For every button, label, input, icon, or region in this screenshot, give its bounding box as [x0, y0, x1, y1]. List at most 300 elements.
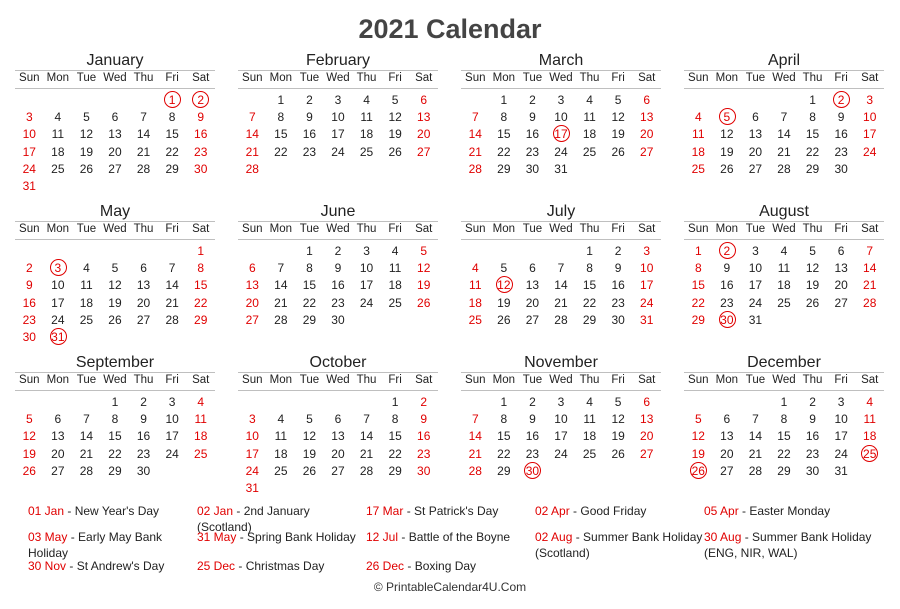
day-cell: 13 — [720, 429, 734, 444]
day-cell: 6 — [723, 412, 731, 427]
weekday-label: Sun — [19, 223, 40, 235]
weekday-label: Fri — [834, 374, 848, 386]
month-june — [238, 203, 438, 353]
month-november — [461, 354, 661, 504]
weekday-label: Sat — [638, 374, 656, 386]
day-cell: 28 — [274, 312, 288, 327]
day-cell: 4 — [363, 93, 370, 107]
day-cell: 13 — [417, 110, 431, 125]
holiday-date: 26 Dec — [366, 559, 405, 573]
day-cell: 25 — [274, 463, 288, 478]
day-cell: 5 — [391, 93, 399, 107]
day-cell: 1 — [500, 93, 508, 107]
day-cell: 24 — [863, 144, 877, 159]
holiday-entry — [197, 529, 365, 545]
weekday-label: Wed — [103, 72, 127, 84]
day-cell: 10 — [165, 412, 179, 427]
weekday-label: Mon — [269, 374, 293, 386]
day-cell: 30 — [136, 463, 151, 478]
day-cell: 28 — [468, 463, 482, 478]
day-cell: 12 — [720, 127, 734, 142]
day-cell: 1 — [277, 93, 285, 107]
day-cell: 29 — [805, 161, 820, 176]
weekday-label: Sun — [19, 374, 40, 386]
day-cell: 15 — [165, 127, 179, 142]
weekday-label: Thu — [802, 72, 823, 84]
day-cell: 24 — [331, 144, 345, 159]
day-cell: 18 — [468, 295, 482, 310]
holiday-day-cell: 17 — [547, 126, 576, 143]
weekday-label: Thu — [133, 374, 154, 386]
day-cell: 15 — [805, 127, 820, 142]
day-cell: 13 — [136, 278, 151, 293]
holiday-day-cell: 26 — [684, 463, 713, 480]
holiday-date: 02 Aug — [535, 530, 573, 544]
weekday-label: Wed — [103, 223, 127, 235]
day-cell: 5 — [500, 261, 508, 276]
day-cell: 16 — [834, 127, 848, 142]
day-cell: 9 — [614, 261, 622, 276]
month-name: June — [320, 203, 356, 220]
day-cell: 2 — [614, 244, 622, 258]
day-cell: 22 — [691, 295, 705, 310]
day-cell: 14 — [79, 429, 94, 444]
weekday-label: Wed — [103, 374, 127, 386]
day-cell: 7 — [277, 261, 285, 276]
day-cell: 25 — [468, 312, 482, 327]
day-cell: 1 — [111, 395, 119, 409]
day-cell: 21 — [274, 295, 288, 310]
holiday-entry — [535, 529, 703, 561]
weekday-label: Sat — [192, 374, 210, 386]
day-cell: 23 — [805, 446, 820, 461]
day-cell: 31 — [554, 161, 568, 176]
month-name: August — [759, 203, 809, 220]
weekday-label: Mon — [46, 72, 70, 84]
weekday-label: Thu — [802, 223, 823, 235]
day-cell: 6 — [643, 395, 651, 409]
day-cell: 1 — [306, 244, 313, 258]
weekday-label: Sat — [192, 72, 210, 84]
day-cell: 10 — [640, 261, 654, 276]
day-cell: 3 — [837, 395, 845, 409]
day-cell: 26 — [720, 161, 734, 176]
holiday-day-cell: 3 — [44, 260, 73, 277]
day-cell: 8 — [780, 412, 788, 427]
weekday-label: Fri — [165, 72, 179, 84]
day-cell: 27 — [245, 312, 259, 327]
day-cell: 23 — [611, 295, 625, 310]
day-cell: 27 — [108, 161, 122, 176]
day-cell: 23 — [136, 446, 151, 461]
day-cell: 30 — [194, 161, 208, 176]
weekday-label: Sun — [242, 72, 263, 84]
weekday-label: Fri — [388, 72, 402, 84]
day-cell: 2 — [334, 244, 342, 258]
weekday-label: Wed — [772, 374, 796, 386]
day-cell: 18 — [359, 127, 374, 142]
day-cell: 2 — [306, 93, 313, 107]
holiday-entry — [366, 503, 534, 519]
day-cell: 7 — [866, 244, 874, 258]
weekday-label: Thu — [579, 72, 600, 84]
day-cell: 28 — [777, 161, 791, 176]
month-name: February — [305, 52, 371, 69]
day-cell: 20 — [331, 446, 345, 461]
weekday-label: Thu — [579, 374, 600, 386]
day-cell: 27 — [525, 312, 540, 327]
day-cell: 6 — [54, 412, 62, 427]
day-cell: 15 — [497, 429, 511, 444]
weekday-label: Fri — [388, 223, 402, 235]
day-cell: 17 — [245, 446, 259, 461]
day-cell: 12 — [22, 429, 36, 444]
day-cell: 3 — [168, 395, 176, 409]
holiday-day-cell: 1 — [158, 92, 187, 109]
day-cell: 10 — [554, 110, 568, 125]
month-september — [15, 354, 215, 504]
weekday-header — [461, 70, 661, 89]
day-cell: 6 — [111, 110, 119, 125]
holiday-date: 30 Aug — [704, 530, 742, 544]
weekday-label: Thu — [356, 72, 377, 84]
holiday-date: 05 Apr — [704, 504, 739, 518]
month-name: May — [99, 203, 131, 220]
day-cell: 20 — [720, 446, 734, 461]
day-cell: 24 — [51, 312, 65, 327]
weekday-header — [684, 372, 884, 391]
day-cell: 13 — [525, 278, 540, 293]
holiday-name: - Early May Bank Holiday — [28, 530, 163, 560]
weekday-label: Sat — [415, 374, 433, 386]
day-cell: 19 — [417, 278, 431, 293]
day-cell: 11 — [194, 412, 207, 427]
holiday-entry — [197, 558, 365, 574]
day-cell: 23 — [331, 295, 345, 310]
day-cell: 15 — [691, 278, 705, 293]
weekday-label: Wed — [326, 223, 350, 235]
day-cell: 11 — [80, 278, 93, 293]
day-cell: 8 — [500, 412, 508, 427]
day-cell: 5 — [614, 395, 622, 409]
day-cell: 3 — [866, 93, 874, 107]
day-cell: 11 — [583, 412, 596, 427]
day-cell: 13 — [245, 278, 259, 293]
day-cell: 8 — [277, 110, 285, 125]
day-cell: 17 — [165, 429, 179, 444]
day-cell: 22 — [165, 144, 179, 159]
day-cell: 17 — [863, 127, 877, 142]
day-cell: 31 — [22, 179, 36, 193]
day-cell: 13 — [834, 261, 848, 276]
day-cell: 11 — [388, 261, 402, 276]
day-cell: 12 — [611, 412, 625, 427]
weekday-label: Mon — [715, 223, 739, 235]
footer-credit: © PrintableCalendar4U.Com — [373, 580, 527, 594]
day-cell: 28 — [863, 295, 877, 310]
day-cell: 30 — [805, 463, 820, 478]
day-cell: 18 — [79, 295, 94, 310]
day-cell: 19 — [691, 446, 705, 461]
day-cell: 20 — [640, 429, 654, 444]
weekday-header — [238, 372, 438, 391]
weekday-label: Sun — [242, 374, 263, 386]
day-cell: 9 — [837, 110, 845, 125]
day-cell: 25 — [359, 144, 374, 159]
day-cell: 8 — [168, 110, 176, 125]
weekday-label: Mon — [46, 374, 70, 386]
day-cell: 10 — [863, 110, 877, 125]
day-cell: 26 — [611, 144, 625, 159]
weekday-label: Sun — [465, 72, 486, 84]
weekday-label: Sun — [688, 374, 709, 386]
day-cell: 18 — [863, 429, 877, 444]
weekday-label: Sun — [688, 72, 709, 84]
day-cell: 2 — [529, 395, 536, 409]
day-cell: 26 — [611, 446, 625, 461]
day-cell: 20 — [748, 144, 763, 159]
weekday-label: Tue — [522, 223, 543, 235]
holiday-entry — [704, 503, 879, 519]
month-august — [684, 203, 884, 353]
day-cell: 7 — [752, 412, 759, 427]
day-cell: 23 — [22, 312, 36, 327]
day-cell: 4 — [586, 395, 593, 409]
day-cell: 27 — [331, 463, 345, 478]
day-cell: 22 — [777, 446, 791, 461]
month-name: September — [75, 354, 155, 371]
month-may — [15, 203, 215, 353]
day-cell: 14 — [359, 429, 374, 444]
day-cell: 31 — [245, 481, 259, 495]
day-cell: 28 — [468, 161, 482, 176]
holiday-name: - Good Friday — [569, 504, 647, 518]
day-cell: 6 — [140, 261, 147, 276]
day-cell: 30 — [417, 463, 431, 478]
holiday-entry — [28, 503, 196, 519]
weekday-header — [238, 70, 438, 89]
day-cell: 4 — [277, 412, 285, 427]
weekday-label: Tue — [522, 72, 543, 84]
month-march — [461, 52, 661, 202]
day-cell: 15 — [388, 429, 402, 444]
weekday-label: Thu — [133, 72, 154, 84]
day-cell: 1 — [197, 244, 205, 258]
day-cell: 8 — [586, 261, 593, 276]
weekday-label: Sun — [242, 223, 263, 235]
day-cell: 13 — [51, 429, 65, 444]
day-cell: 16 — [805, 429, 820, 444]
day-cell: 22 — [497, 144, 511, 159]
day-cell: 6 — [643, 93, 651, 107]
holiday-date: 17 Mar — [366, 504, 404, 518]
weekday-header — [238, 221, 438, 240]
day-cell: 4 — [197, 395, 205, 409]
day-cell: 11 — [583, 110, 596, 125]
day-cell: 29 — [497, 463, 511, 478]
holiday-entry — [28, 529, 196, 561]
day-cell: 5 — [306, 412, 313, 427]
day-cell: 14 — [165, 278, 179, 293]
holiday-entry — [704, 529, 879, 561]
day-cell: 9 — [420, 412, 428, 427]
weekday-header — [461, 372, 661, 391]
day-cell: 20 — [51, 446, 65, 461]
day-cell: 15 — [274, 127, 288, 142]
weekday-label: Sun — [688, 223, 709, 235]
day-cell: 25 — [79, 312, 94, 327]
day-cell: 13 — [331, 429, 345, 444]
weekday-label: Mon — [715, 374, 739, 386]
day-cell: 7 — [168, 261, 176, 276]
day-cell: 4 — [391, 244, 399, 258]
day-cell: 27 — [51, 463, 65, 478]
day-cell: 2 — [25, 261, 33, 276]
month-name: March — [538, 52, 584, 69]
day-cell: 26 — [108, 312, 122, 327]
day-cell: 28 — [359, 463, 374, 478]
weekday-label: Wed — [772, 72, 796, 84]
day-cell: 31 — [748, 312, 763, 327]
weekday-label: Thu — [356, 374, 377, 386]
day-cell: 9 — [809, 412, 816, 427]
day-cell: 19 — [79, 144, 94, 159]
day-cell: 17 — [359, 278, 374, 293]
day-cell: 17 — [748, 278, 763, 293]
day-cell: 16 — [194, 127, 208, 142]
day-cell: 20 — [417, 127, 431, 142]
day-cell: 22 — [582, 295, 597, 310]
holiday-day-cell: 30 — [518, 463, 547, 480]
day-cell: 17 — [331, 127, 345, 142]
weekday-label: Sat — [415, 223, 433, 235]
day-cell: 16 — [525, 127, 540, 142]
day-cell: 14 — [748, 429, 763, 444]
day-cell: 22 — [108, 446, 122, 461]
holiday-date: 12 Jul — [366, 530, 399, 544]
weekday-label: Sun — [465, 374, 486, 386]
day-cell: 16 — [22, 295, 36, 310]
day-cell: 9 — [529, 110, 536, 125]
weekday-label: Sat — [415, 72, 433, 84]
day-cell: 8 — [694, 261, 702, 276]
day-cell: 29 — [582, 312, 597, 327]
day-cell: 5 — [83, 110, 90, 125]
day-cell: 25 — [388, 295, 402, 310]
day-cell: 22 — [805, 144, 820, 159]
weekday-label: Sat — [861, 72, 879, 84]
weekday-label: Sat — [861, 374, 879, 386]
weekday-label: Tue — [299, 72, 320, 84]
day-cell: 30 — [331, 312, 345, 327]
day-cell: 13 — [640, 412, 654, 427]
day-cell: 18 — [777, 278, 791, 293]
day-cell: 17 — [554, 429, 568, 444]
month-october — [238, 354, 438, 504]
weekday-label: Sat — [638, 223, 656, 235]
day-cell: 8 — [306, 261, 313, 276]
weekday-header — [15, 221, 215, 240]
day-cell: 3 — [643, 244, 651, 258]
day-cell: 23 — [194, 144, 208, 159]
holiday-name: - Summer Bank Holiday (ENG, NIR, WAL) — [704, 530, 872, 560]
day-cell: 26 — [805, 295, 820, 310]
weekday-label: Tue — [745, 72, 766, 84]
day-cell: 28 — [554, 312, 568, 327]
day-cell: 23 — [417, 446, 431, 461]
day-cell: 29 — [777, 463, 791, 478]
weekday-label: Fri — [165, 223, 179, 235]
day-cell: 10 — [22, 127, 36, 142]
day-cell: 8 — [197, 261, 205, 276]
weekday-label: Thu — [802, 374, 823, 386]
day-cell: 24 — [554, 446, 568, 461]
weekday-label: Sat — [861, 223, 879, 235]
holiday-date: 25 Dec — [197, 559, 236, 573]
weekday-label: Tue — [76, 72, 97, 84]
day-cell: 18 — [51, 144, 65, 159]
holiday-name: - Spring Bank Holiday — [236, 530, 356, 544]
day-cell: 10 — [51, 278, 65, 293]
day-cell: 19 — [388, 127, 402, 142]
day-cell: 7 — [557, 261, 565, 276]
day-cell: 18 — [388, 278, 402, 293]
day-cell: 6 — [837, 244, 845, 258]
day-cell: 19 — [108, 295, 122, 310]
day-cell: 31 — [834, 463, 848, 478]
day-cell: 12 — [805, 261, 820, 276]
weekday-label: Tue — [522, 374, 543, 386]
day-cell: 21 — [554, 295, 568, 310]
weekday-label: Fri — [611, 374, 625, 386]
weekday-label: Thu — [579, 223, 600, 235]
day-cell: 14 — [554, 278, 568, 293]
day-cell: 23 — [302, 144, 317, 159]
day-cell: 10 — [834, 412, 848, 427]
day-cell: 3 — [25, 110, 33, 125]
day-cell: 8 — [500, 110, 508, 125]
day-cell: 21 — [79, 446, 94, 461]
month-name: December — [747, 354, 821, 371]
day-cell: 20 — [525, 295, 540, 310]
weekday-header — [684, 221, 884, 240]
day-cell: 23 — [720, 295, 734, 310]
day-cell: 7 — [471, 412, 479, 427]
day-cell: 6 — [334, 412, 342, 427]
day-cell: 5 — [111, 261, 119, 276]
weekday-label: Tue — [299, 374, 320, 386]
weekday-label: Mon — [46, 223, 70, 235]
day-cell: 22 — [302, 295, 317, 310]
day-cell: 4 — [471, 261, 479, 276]
day-cell: 26 — [302, 463, 317, 478]
day-cell: 12 — [302, 429, 317, 444]
day-cell: 27 — [640, 446, 654, 461]
day-cell: 7 — [471, 110, 479, 125]
day-cell: 15 — [194, 278, 208, 293]
day-cell: 29 — [497, 161, 511, 176]
weekday-header — [15, 372, 215, 391]
holiday-entry — [366, 529, 534, 545]
day-cell: 26 — [79, 161, 94, 176]
month-february — [238, 52, 438, 202]
day-cell: 7 — [248, 110, 256, 125]
day-cell: 15 — [777, 429, 791, 444]
day-cell: 13 — [748, 127, 763, 142]
day-cell: 8 — [809, 110, 816, 125]
day-cell: 21 — [748, 446, 763, 461]
day-cell: 16 — [720, 278, 734, 293]
